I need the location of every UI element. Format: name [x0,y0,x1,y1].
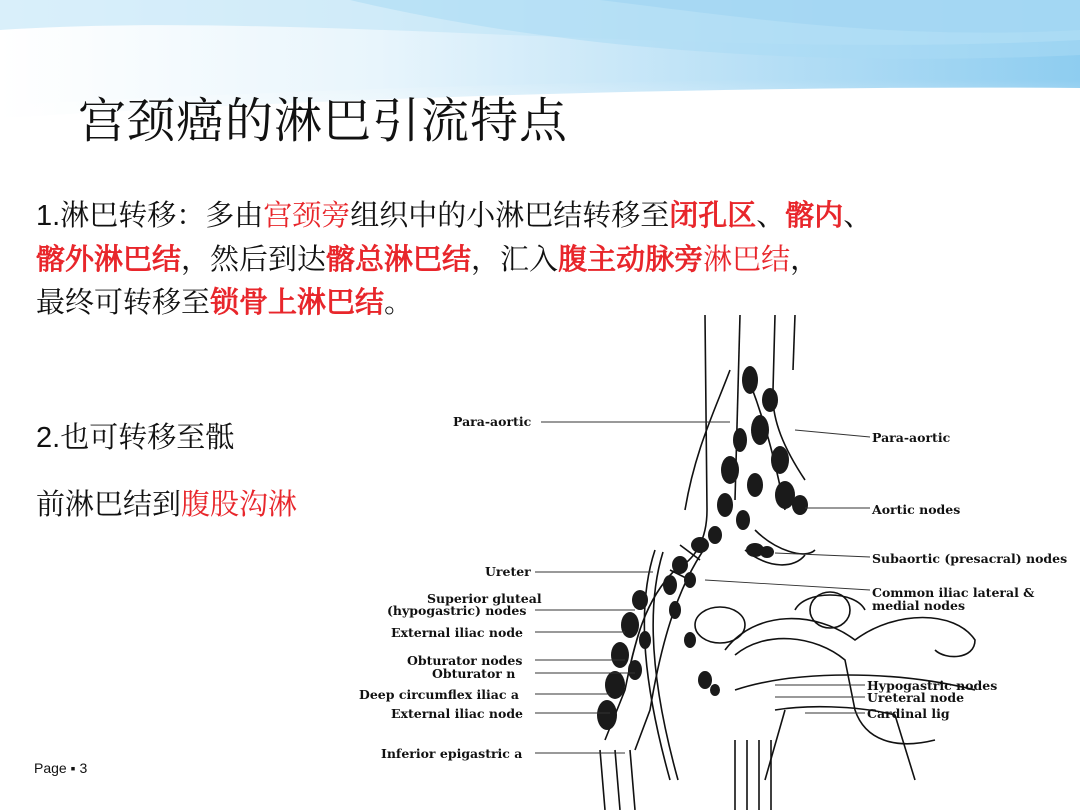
text-run: 最终可转移至 [36,285,211,319]
text-run: 1. [36,200,61,232]
paragraph-2-line-2 [36,471,336,537]
label-hypogastric: Hypogastric nodes [867,678,998,693]
text-run: 髂内 [785,198,844,232]
lymph-drainage-diagram [335,310,1080,810]
label-subaortic: Subaortic (presacral) nodes [872,551,1068,566]
text-run: ，然后到达 [181,242,327,276]
paragraph-2 [36,404,336,537]
label-external-iliac-node-2: External iliac node [391,706,524,721]
label-obturator-nodes: Obturator nodes [407,653,523,668]
text-run: 宫颈旁 [263,198,351,232]
text-run: 、 [843,198,873,232]
text-run: 腹股沟淋 [181,487,298,521]
label-common-iliac-1: Common iliac lateral & [872,585,1035,600]
paragraph-1-line-1 [36,194,872,238]
label-common-iliac-2: medial nodes [872,598,966,613]
text-run: 也可转移至骶 [60,420,235,454]
label-inferior-epigastric: Inferior epigastric a [381,746,523,761]
text-run: ， [790,242,820,276]
text-run: 闭孔区 [669,198,757,232]
label-deep-circumflex: Deep circumflex iliac a [359,687,519,702]
label-superior-gluteal-1: Superior gluteal [427,591,542,606]
text-run: 髂外淋巴结 [36,242,182,276]
text-run: 2. [36,422,61,454]
text-run: 髂总淋巴结 [326,242,472,276]
page-title: 宫颈癌的淋巴引流特点 [78,93,569,149]
text-run: 。 [384,285,414,319]
label-cardinal: Cardinal lig [867,706,950,721]
text-run: 组织中的小淋巴结转移至 [350,198,670,232]
label-para-aortic-right: Para-aortic [872,430,951,445]
label-ureteral: Ureteral node [867,690,965,705]
page-number: Page ▪ 3 [34,760,88,776]
text-run: 锁骨上淋巴结 [210,285,385,319]
text-run: 、 [756,198,786,232]
text-run: ，汇入 [471,242,559,276]
label-aortic-nodes: Aortic nodes [872,502,961,517]
paragraph-1 [36,194,872,324]
text-run: 腹主动脉旁 [558,242,704,276]
label-ureter: Ureter [485,564,531,579]
paragraph-1-line-2 [36,238,872,281]
paragraph-2-line-1 [36,404,336,471]
label-external-iliac-node-1: External iliac node [391,625,524,640]
label-para-aortic-left: Para-aortic [453,414,532,429]
text-run: 淋巴转移：多由 [60,198,264,232]
text-run: 淋巴结 [703,242,791,276]
label-superior-gluteal-2: (hypogastric) nodes [387,603,527,618]
text-run: 前淋巴结到 [36,487,182,521]
label-obturator-n: Obturator n [432,666,516,681]
